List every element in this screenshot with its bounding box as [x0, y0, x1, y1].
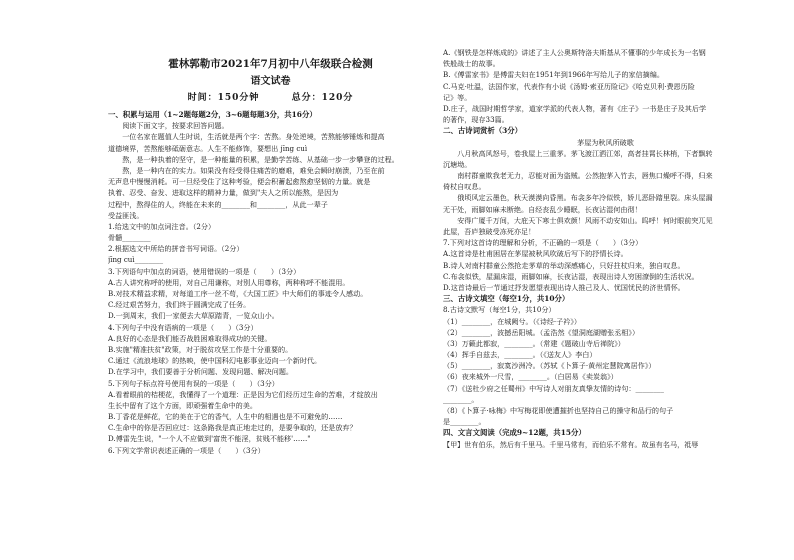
passage-line: 熬，是一种内在的实力。如果没有经受得住痛苦的磨难，难免会瞬时崩溃，乃至在前 [122, 165, 385, 175]
option-b: B.丁香花是鲜花，它的美在于它的香气，人生中的相遇也是不可避免的…… [108, 412, 343, 422]
option-d: D.一到周末，我们一家便去大草原踏青，一览众山小。 [108, 311, 279, 321]
question-6: 6.下列文学常识表述正确的一项是（ ）（3分） [108, 445, 265, 455]
option-d: D.傅雷先生说，"一个人不应做到'富贵不能淫，贫贱不能移'……" [108, 434, 311, 444]
question-2: 2.根据选文中所给的拼音书写词语。（2分） [108, 244, 244, 254]
fill-blank-item: （8）《卜算子·咏梅》中写梅花即使遭摧折也坚持自己的操守和品行的句子 [443, 406, 674, 415]
option-c: C.马克·吐温，法国作家，代表作有小说《汤姆·索亚历险记》《哈克贝利·费恩历险 [443, 81, 695, 91]
option-a-cont: 铁般战士的故事。 [443, 59, 500, 69]
top-margin [443, 0, 768, 47]
option-b: B.实施"精准扶贫"政策，对于脱贫攻坚工作是十分重要的。 [108, 344, 293, 354]
question-7: 7.下列对这首诗的理解和分析，不正确的一项是（ ）（3分） [443, 238, 643, 248]
total-score: 总分：120分 [291, 93, 354, 103]
question-1: 1.给选文中的加点词注音。（2分） [108, 221, 216, 231]
fill-blank-item: （1）________，在城阙兮。（《诗经·子衿》） [443, 316, 581, 326]
option-a: A.这首诗是杜甫困居在茅屋被秋风吹破后写下的抒情长诗。 [443, 249, 628, 259]
option-d-cont: 的著作，现存33篇。 [443, 115, 509, 125]
fill-blank-item: （6）夜来城外一尺雪，________。（白居易《卖炭翁》） [443, 372, 618, 382]
question-4: 4.下列句子中没有语病的一项是（ ）（3分） [108, 322, 258, 332]
option-c: C.通过《流浪地球》的热映，使中国科幻电影事业迈向一个新时代。 [108, 356, 322, 366]
answer-line: 骨髓________ [108, 233, 151, 243]
left-column [108, 0, 433, 456]
fill-blank-item: （3）万籁此都寂，________。（常建《题破山寺后禅院》） [443, 338, 625, 348]
poem-line: 安得广厦千万间，大庇天下寒士俱欢颜！风雨不动安如山。呜呼！何时眼前突兀见 [457, 215, 713, 225]
option-c: C.布衾似铁，屋漏床湿，雨脚如麻，长夜沾湿，表现出诗人穷困潦倒的生活状况。 [443, 271, 699, 281]
option-c: C.生命中的你是否回应过：这条路我是真正地走过的，是要争取的，还是放弃？ [108, 423, 357, 433]
poem-line: 八月秋高风怒号，卷我屋上三重茅。茅飞渡江洒江郊，高者挂罥长林梢，下者飘转 [457, 148, 713, 158]
option-a: A.古人讲究称呼的使用，对自己用谦称，对别人用尊称，两种称呼不能混用。 [108, 277, 350, 287]
top-margin [108, 0, 433, 55]
option-a: A.良好的心态是我们能否战胜困难取得成功的关键。 [108, 333, 272, 343]
passage-line: 执着、忍受、奋发、进取这样的精神力量，做到"夫人之所以能熬，是因为 [108, 188, 339, 198]
option-b: B.《傅雷家书》是傅雷夫妇在1951年到1966年写给儿子的家信摘编。 [443, 70, 664, 80]
exam-title: 霍林郭勒市2021年7月初中八年级联合检测 [168, 58, 373, 70]
answer-line: jīng cuì________ [108, 255, 164, 265]
passage-line: 无声息中慢慢消耗。可一旦经受住了这种考验，便会积蓄起愈熬愈坚韧的力量。就是 [108, 177, 371, 187]
passage-line: 受益匪浅。 [108, 210, 144, 220]
fill-blank-item: （2）________，波撼岳阳城。（孟浩然《望洞庭湖赠张丞相》） [443, 327, 640, 337]
exam-meta [108, 90, 433, 107]
option-a: A.《钢铁是怎样炼成的》讲述了主人公奥斯特洛夫斯基从不懂事的少年成长为一名钢 [443, 48, 706, 57]
fill-blank-item: （4）挥手自兹去，________。（《送友人》李白） [443, 350, 597, 360]
passage-line: 道德境界，苦熬能够砥砺意志。人生不能修饰，要想出 jīng cuì [108, 143, 308, 153]
section-heading: 一、积累与运用（1~2题每题2分，3~6题每题3分，共16分） [108, 110, 317, 119]
fill-blank-cont: 是________。 [443, 417, 486, 427]
poem-line: 此屋，吾庐独破受冻死亦足！ [443, 227, 536, 236]
poem-line: 倚杖自叹息。 [443, 182, 486, 192]
section-heading: 三、古诗文填空（每空1分，共10分） [443, 294, 570, 304]
time-limit: 时间：150分钟 [187, 93, 260, 103]
question-5: 5.下列句子标点符号使用有误的一项是（ ）（3分） [108, 378, 279, 388]
poem-title: 茅屋为秋风所破歌 [577, 137, 634, 147]
option-a-cont: 生长中留有了这个方面，即顽强着生命中的美。 [108, 400, 257, 410]
option-a: A.看着眼前的桔梗花，我懂得了一个道理：正是因为它们经历过生命的苦难，才绽放出 [108, 389, 378, 399]
classical-text-line: 【甲】世有伯乐，然后有千里马。千里马常有，而伯乐不常有。故虽有名马，祗辱 [443, 439, 699, 449]
poem-line: 俄顷风定云墨色，秋天漠漠向昏黑。布衾多年冷似铁，娇儿恶卧踏里裂。床头屋漏 [457, 193, 713, 203]
question-8: 8.古诗文默写（每空1分，共10分） [443, 305, 556, 315]
poem-line: 无干处，雨脚如麻未断绝。自经丧乱少睡眠，长夜沾湿何由彻！ [443, 204, 642, 214]
fill-blank-item: （7）《送杜少府之任蜀州》中写诗人对朋友真挚友情的诗句：________ [443, 383, 664, 393]
passage-line: 过程中，熬得住的人，终能在未来的________和________，从此一辈子 [108, 199, 328, 209]
section-heading: 二、古诗词赏析（3分） [443, 126, 523, 136]
passage-line: 熬，是一种执着的坚守，是一种能量的积累，是勤学苦练、从基础一步一步攀登的过程。 [122, 154, 399, 164]
question-3: 3.下列语句中加点的词语，使用错误的一项是（ ）（3分） [108, 266, 301, 276]
option-c-cont: 记》等。 [443, 92, 472, 102]
option-d: D.这首诗最后一节通过抒发愿望表现出诗人推己及人、忧国忧民的济世情怀。 [443, 282, 685, 292]
instruction: 阅读下面文字，按要求回答问题。 [122, 121, 229, 131]
option-d: D.在学习中，我们要善于分析问题、发现问题、解决问题。 [108, 367, 294, 377]
poem-line: 南村群童欺我老无力，忍能对面为盗贼。公然抱茅入竹去，唇焦口燥呼不得，归来 [457, 171, 713, 181]
section-heading: 四、文言文阅读（完成9~12题，共15分） [443, 428, 586, 438]
option-d: D.庄子，战国时期哲学家，道家学派的代表人物，著有《庄子》一书是庄子及其后学 [443, 103, 707, 113]
fill-blank-item: （5）________，寂寞沙洲冷。（苏轼《卜算子·黄州定慧院寓居作》） [443, 361, 656, 371]
poem-line: 沉塘坳。 [443, 159, 472, 169]
option-b: B.诗人对南村群童公然抢走茅草的举动深感痛心，只好拄杖归来，独自叹息。 [443, 260, 685, 270]
right-column [443, 0, 768, 450]
option-b: B.对技术精益求精，对每道工序一丝不苟，《大国工匠》中大师们的事迹令人感动。 [108, 289, 368, 298]
passage-line: 一位名家在题值人生时说，生活就是两个字：苦熬。身处逆境，苦熬能够锤炼和提高 [122, 132, 385, 142]
exam-subject: 语文试卷 [250, 76, 291, 87]
option-c: C.经过艰苦努力，我们终于圆满完成了任务。 [108, 300, 251, 310]
fill-blank-cont: ________。 [443, 394, 479, 404]
